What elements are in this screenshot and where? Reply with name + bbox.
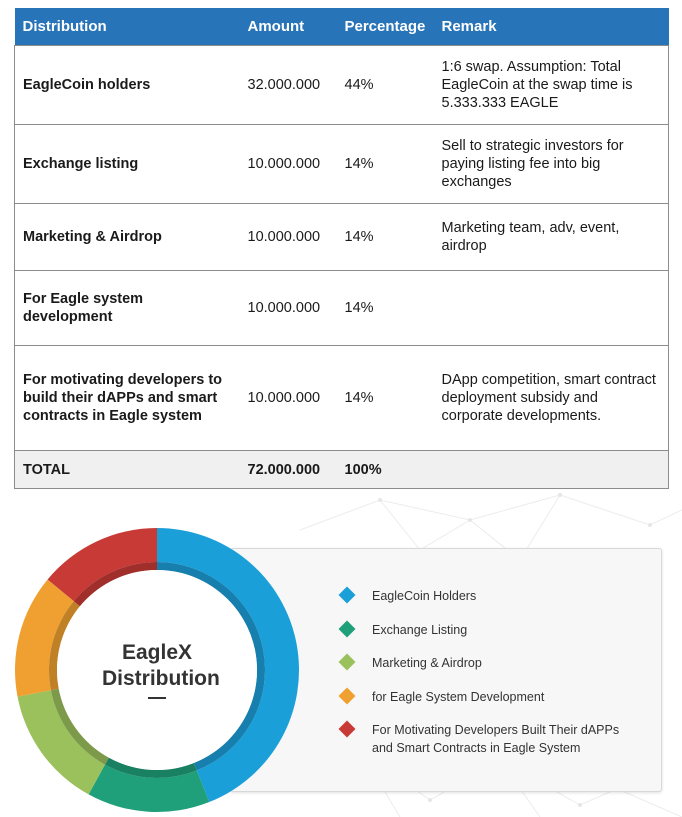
cell-remark — [434, 271, 669, 346]
cell-distribution: For Eagle system development — [15, 271, 240, 346]
cell-amount: 10.000.000 — [240, 271, 337, 346]
cell-percentage: 14% — [337, 204, 434, 271]
cell-distribution: EagleCoin holders — [15, 46, 240, 125]
cell-remark: Sell to strategic investors for paying listing fee into big exchanges — [434, 125, 669, 204]
header-percentage: Percentage — [337, 8, 434, 46]
cell-amount: 10.000.000 — [240, 346, 337, 451]
cell-percentage: 44% — [337, 46, 434, 125]
total-remark — [434, 451, 669, 489]
table-total-row — [15, 451, 669, 489]
chart-title: EagleX Distribution — [102, 641, 220, 690]
cell-distribution: Marketing & Airdrop — [15, 204, 240, 271]
table-header-row — [15, 8, 669, 46]
header-remark: Remark — [434, 8, 669, 46]
legend-label: Marketing & Airdrop — [372, 656, 482, 670]
table-row — [15, 46, 669, 125]
table-row — [15, 271, 669, 346]
header-distribution: Distribution — [15, 8, 240, 46]
table-row — [15, 346, 669, 451]
table-row — [15, 204, 669, 271]
legend-label: for Eagle System Development — [372, 689, 545, 704]
cell-percentage: 14% — [337, 346, 434, 451]
legend-marker-diamond — [339, 721, 356, 738]
cell-percentage: 14% — [337, 271, 434, 346]
legend-item-exchange-listing — [339, 621, 632, 639]
distribution-table — [14, 8, 669, 489]
cell-amount: 10.000.000 — [240, 204, 337, 271]
legend-item-eaglecoin-holders — [339, 587, 632, 605]
cell-amount: 10.000.000 — [240, 125, 337, 204]
legend-marker-diamond — [339, 687, 356, 704]
cell-amount: 32.000.000 — [240, 46, 337, 125]
chart-legend — [339, 587, 632, 773]
legend-item-marketing-airdrop — [339, 654, 632, 672]
legend-item-system-development — [339, 688, 632, 706]
legend-label: Exchange Listing — [372, 622, 468, 637]
table-row — [15, 125, 669, 204]
cell-percentage: 14% — [337, 125, 434, 204]
legend-label: EagleCoin Holders — [372, 589, 477, 603]
legend-marker-diamond — [339, 587, 356, 604]
total-label: TOTAL — [15, 451, 240, 489]
legend-marker-diamond — [339, 654, 356, 671]
cell-remark: Marketing team, adv, event, airdrop — [434, 204, 669, 271]
title-underline — [148, 697, 166, 699]
cell-distribution: For motivating developers to build their dAPPs and smart contracts in Eagle system — [15, 346, 240, 451]
legend-label: For Motivating Developers Built Their dAPPs and Smart Contracts in Eagle System — [372, 723, 620, 755]
legend-item-motivating-developers — [339, 721, 632, 757]
header-amount: Amount — [240, 8, 337, 46]
total-percentage: 100% — [337, 451, 434, 489]
legend-marker-diamond — [339, 620, 356, 637]
cell-remark: 1:6 swap. Assumption: Total EagleCoin at the swap time is 5.333.333 EAGLE — [434, 46, 669, 125]
cell-distribution: Exchange listing — [15, 125, 240, 204]
total-amount: 72.000.000 — [240, 451, 337, 489]
cell-remark: DApp competition, smart contract deployment subsidy and corporate developments. — [434, 346, 669, 451]
